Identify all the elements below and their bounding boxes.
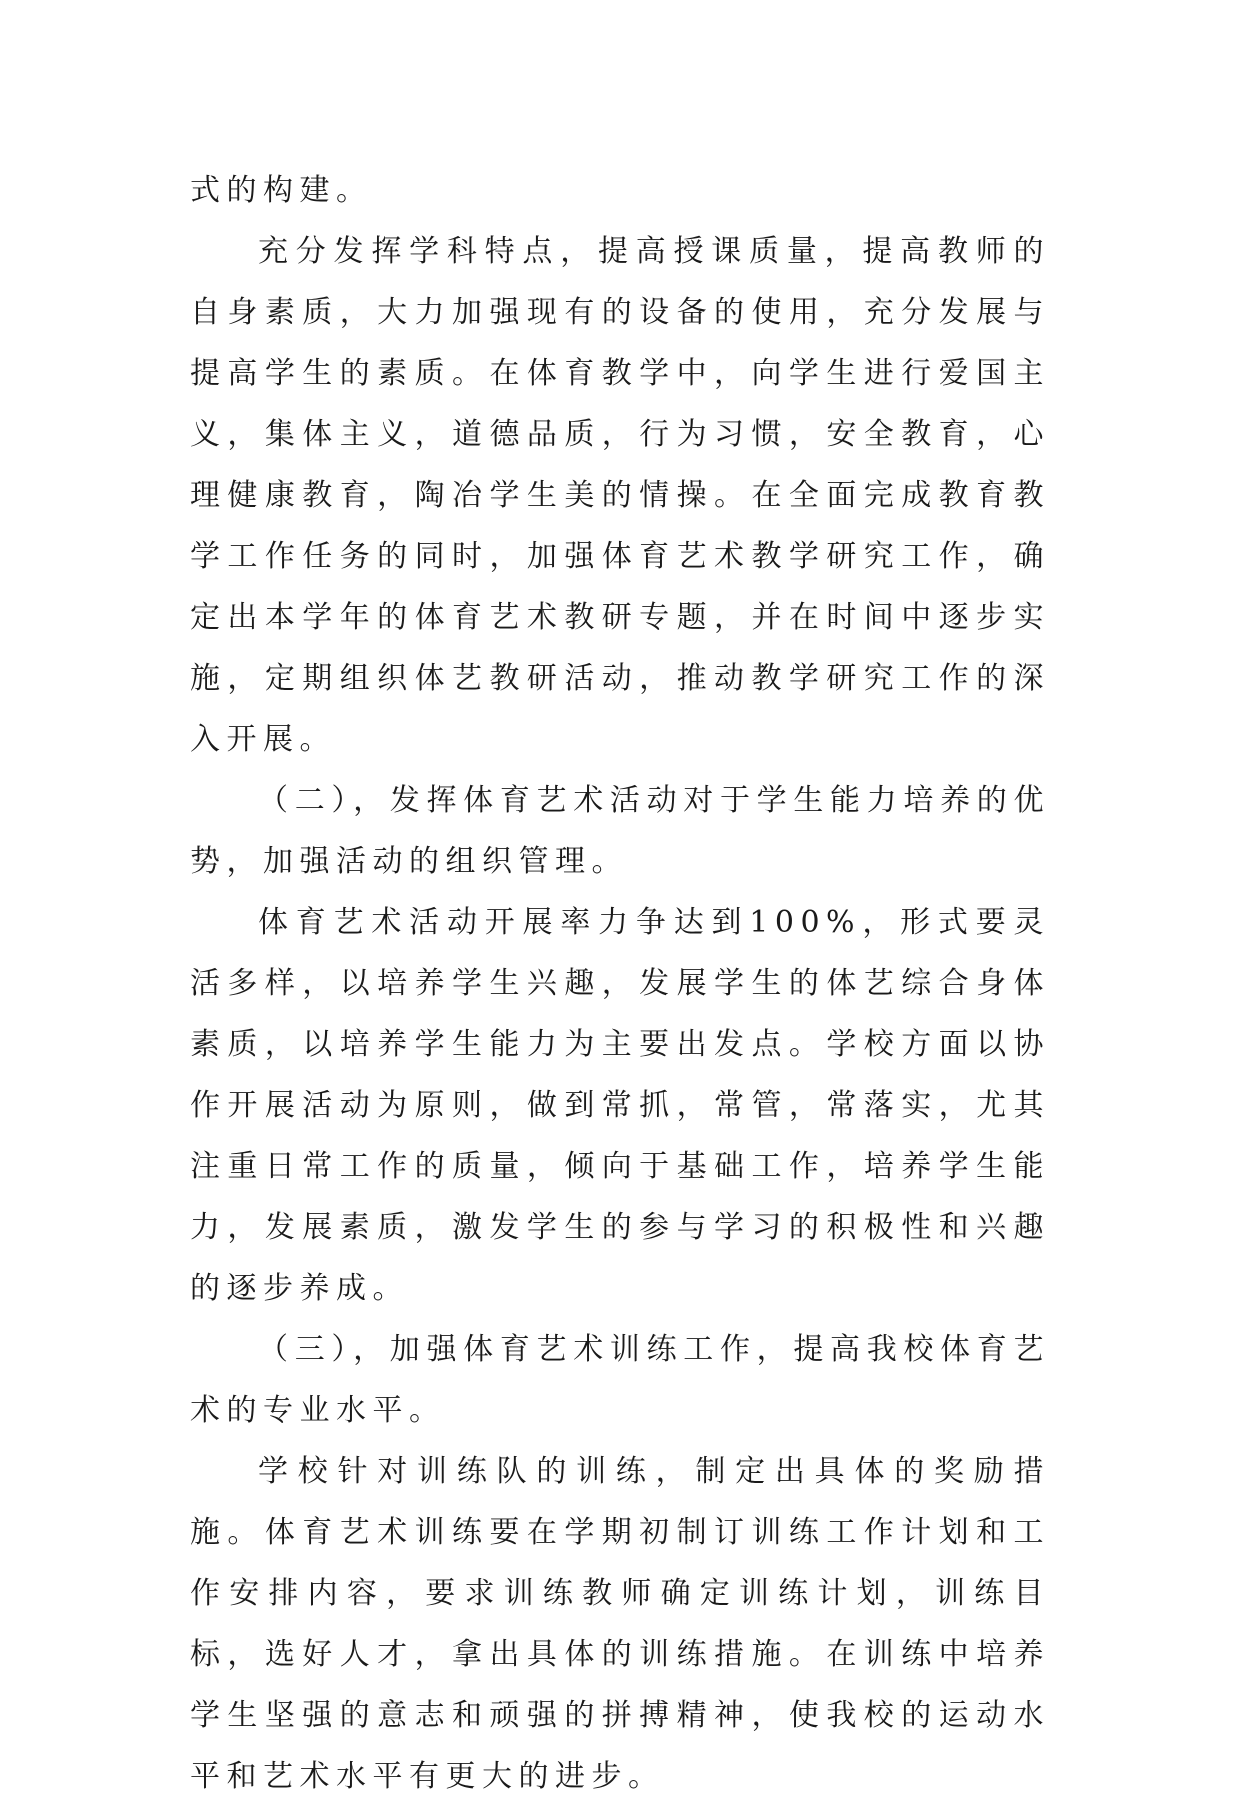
paragraph-teaching-quality: 充分发挥学科特点，提高授课质量，提高教师的自身素质，大力加强现有的设备的使用，充分发展与提高学生的素质。在体育教学中，向学生进行爱国主义，集体主义，道德品质，行为习惯，安全教育，心理健康教育，陶冶学生美的情操。在全面完成教育教学工作任务的同时，加强体育艺术教学研究工作，确定出本学年的体育艺术教研专题，并在时间中逐步实施，定期组织体艺教研活动，推动教学研究工作的深入开展。: [190, 234, 1050, 757]
document-body: [190, 160, 1050, 1807]
paragraph-training: 学校针对训练队的训练，制定出具体的奖励措施。体育艺术训练要在学期初制订训练工作计划和工作安排内容，要求训练教师确定训练计划，训练目标，选好人才，拿出具体的训练措施。在训练中培养学生坚强的意志和顽强的拼搏精神，使我校的运动水平和艺术水平有更大的进步。: [190, 1454, 1050, 1794]
section-heading-three: （三），加强体育艺术训练工作，提高我校体育艺术的专业水平。: [190, 1332, 1050, 1428]
paragraph-continuation: 式的构建。: [190, 173, 373, 208]
paragraph-activities: 体育艺术活动开展率力争达到100%，形式要灵活多样，以培养学生兴趣，发展学生的体艺综合身体素质，以培养学生能力为主要出发点。学校方面以协作开展活动为原则，做到常抓，常管，常落实，尤其注重日常工作的质量，倾向于基础工作，培养学生能力，发展素质，激发学生的参与学习的积极性和兴趣的逐步养成。: [190, 905, 1050, 1306]
section-heading-two: （二），发挥体育艺术活动对于学生能力培养的优势，加强活动的组织管理。: [190, 783, 1050, 879]
